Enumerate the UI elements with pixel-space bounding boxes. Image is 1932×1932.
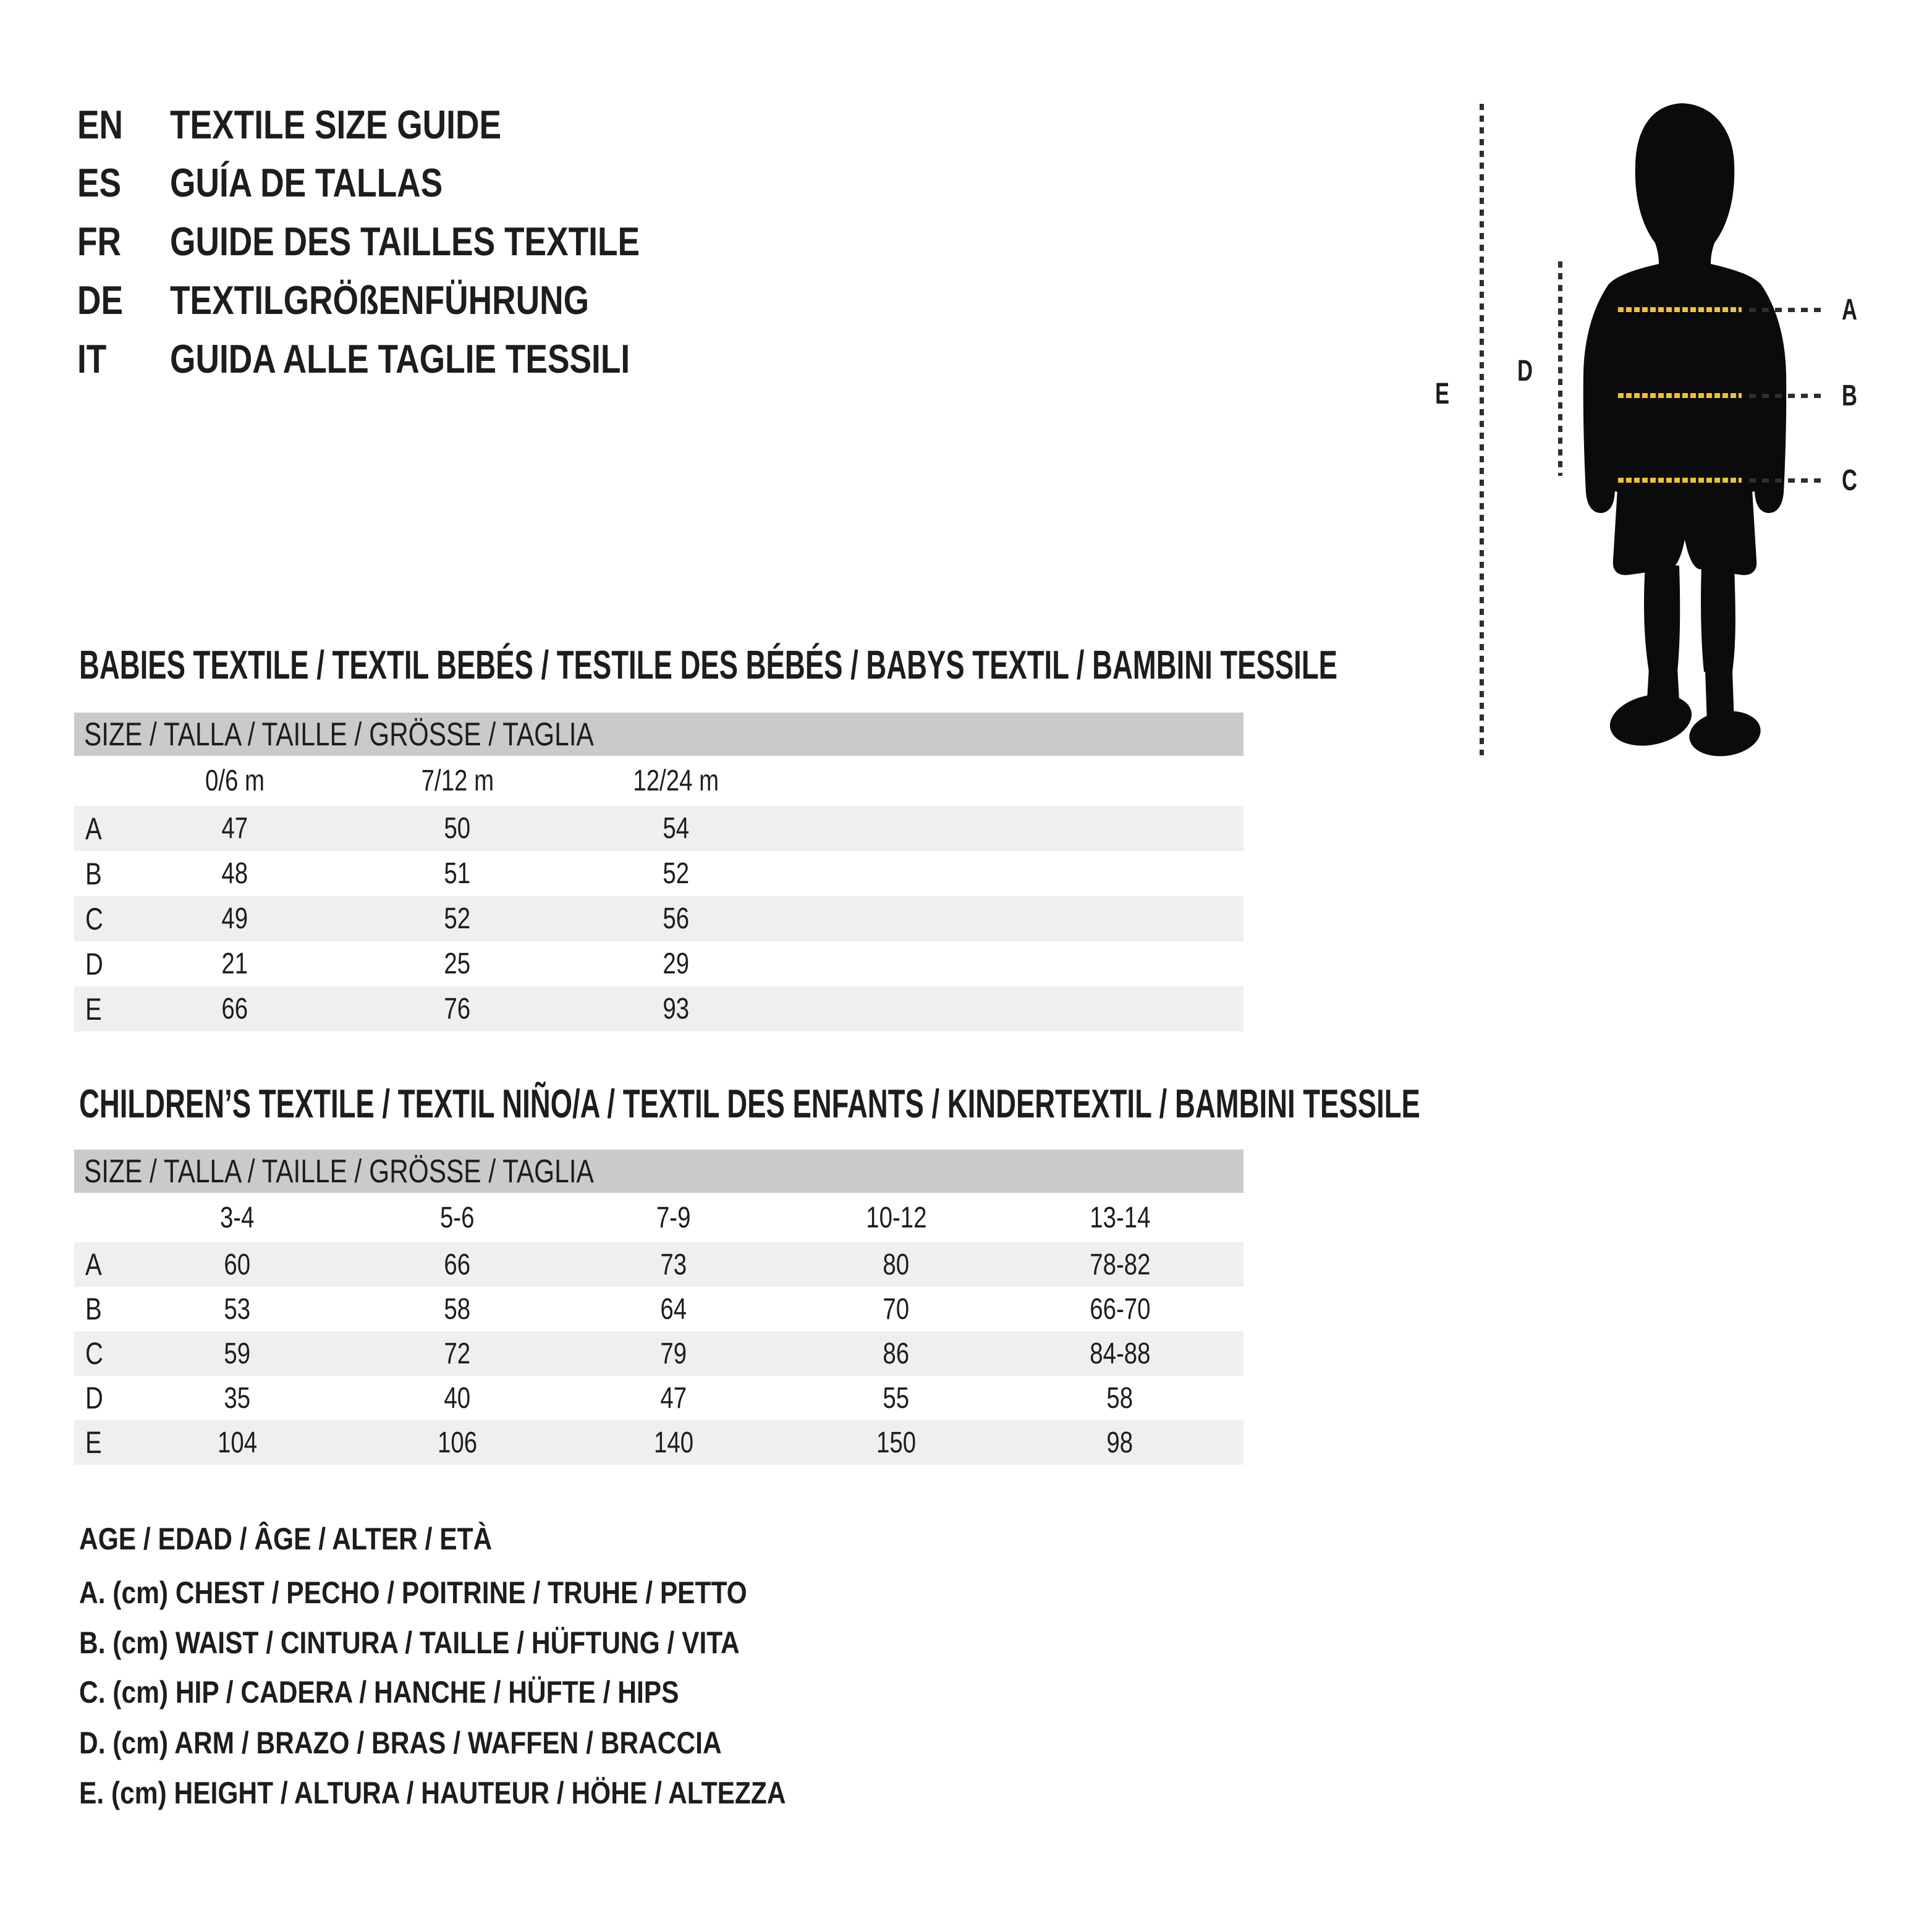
- guide-title: TEXTILE SIZE GUIDE: [170, 101, 502, 147]
- cell-value: 49: [221, 902, 248, 935]
- cell-value: 58: [1106, 1381, 1133, 1415]
- column-header-text: 7-9: [656, 1201, 691, 1234]
- cell-value: 52: [444, 902, 471, 935]
- table-cell: [606, 806, 747, 851]
- cell-value: 60: [224, 1248, 251, 1281]
- lang-code: ES: [77, 159, 122, 205]
- table-cell: [747, 1376, 1046, 1420]
- figure-label-arm: [1517, 349, 1539, 392]
- row-label: [74, 1287, 161, 1331]
- row-label: [74, 896, 161, 941]
- row-label-text: E: [85, 991, 102, 1027]
- legend-line-height: [79, 1768, 910, 1818]
- children-size-header-text: SIZE / TALLA / TAILLE / GRÖSSE / TAGLIA: [84, 1153, 594, 1190]
- children-section-title-text: CHILDREN’S TEXTILE / TEXTIL NIÑO/A / TEXTIL DES ENFANTS / KINDERTEXTIL / BAMBINI TESSILE: [79, 1080, 1420, 1126]
- table-cell: [606, 896, 747, 941]
- row-label: [74, 806, 161, 851]
- table-cell: [314, 1287, 601, 1331]
- cell-value: 70: [883, 1292, 910, 1326]
- table-cell: [747, 1242, 1046, 1287]
- table-cell: [161, 896, 309, 941]
- table-cell: [747, 1287, 1046, 1331]
- cell-value: 51: [444, 857, 471, 890]
- legend-text: E. (cm) HEIGHT / ALTURA / HAUTEUR / HÖHE / ALTEZZA: [79, 1776, 786, 1810]
- cell-value: 48: [221, 857, 248, 890]
- cell-value: 52: [663, 857, 690, 890]
- cell-value: 25: [444, 947, 471, 980]
- table-cell: [606, 851, 747, 896]
- table-row: [74, 1287, 1244, 1331]
- table-cell: [747, 1420, 1046, 1465]
- table-cell: [309, 806, 606, 851]
- cell-value: 93: [663, 993, 690, 1025]
- table-row: [74, 1331, 1244, 1376]
- arm-dotted-line-D: [1558, 261, 1562, 476]
- row-label-text: B: [85, 856, 102, 891]
- cell-value: 84-88: [1089, 1337, 1151, 1370]
- cell-value: 140: [653, 1426, 694, 1459]
- lang-code: EN: [77, 101, 124, 147]
- chest-leader-line-A: [1749, 308, 1822, 312]
- children-table: [74, 1193, 1244, 1465]
- table-row: [74, 896, 1244, 941]
- legend-line-age: [79, 1514, 565, 1564]
- legend-line-hip: [79, 1667, 785, 1718]
- figure-label-text: A: [1842, 293, 1857, 326]
- table-cell: [314, 1331, 601, 1376]
- table-cell: [1046, 1242, 1194, 1287]
- row-label: [74, 851, 161, 896]
- cell-value: 73: [660, 1248, 687, 1281]
- row-label-text: A: [85, 1247, 102, 1282]
- column-header: [747, 1193, 1046, 1242]
- silhouette-right-shoe: [1687, 706, 1764, 757]
- row-label-text: A: [85, 811, 102, 846]
- table-cell: [314, 1376, 601, 1420]
- table-cell: [747, 756, 1244, 806]
- babies-size-header-bar: [74, 713, 1244, 756]
- silhouette-shorts: [1613, 479, 1757, 575]
- header-row-fr: [77, 211, 743, 271]
- babies-column-header-row: [74, 756, 1244, 806]
- hip-leader-line-C: [1749, 478, 1822, 483]
- row-label: [74, 1420, 161, 1465]
- cell-value: 66-70: [1089, 1292, 1151, 1326]
- cell-value: 55: [883, 1381, 910, 1415]
- cell-value: 104: [217, 1426, 258, 1459]
- table-cell: [161, 1420, 314, 1465]
- column-header-text: 0/6 m: [205, 765, 265, 797]
- column-header-text: 5-6: [440, 1201, 475, 1234]
- header-row-en: [77, 95, 574, 154]
- cell-value: 40: [444, 1381, 471, 1415]
- figure-label-text: B: [1842, 379, 1857, 412]
- cell-value: 66: [221, 993, 248, 1025]
- column-header: [309, 756, 606, 806]
- table-cell: [161, 806, 309, 851]
- table-cell: [309, 896, 606, 941]
- legend-line-chest: [79, 1567, 865, 1618]
- header-row-it: [77, 329, 731, 388]
- cell-value: 58: [444, 1292, 471, 1326]
- cell-value: 35: [224, 1381, 251, 1415]
- table-cell: [601, 1420, 747, 1465]
- table-cell: [161, 1287, 314, 1331]
- cell-value: 47: [221, 812, 248, 845]
- table-cell: [606, 941, 747, 986]
- row-label: [74, 941, 161, 986]
- cell-value: 98: [1106, 1426, 1133, 1459]
- legend-text: D. (cm) ARM / BRAZO / BRAS / WAFFEN / BRACCIA: [79, 1726, 722, 1760]
- cell-value: 150: [876, 1426, 917, 1459]
- row-label: [74, 1242, 161, 1287]
- column-header: [606, 756, 747, 806]
- table-row: [74, 941, 1244, 986]
- table-cell: [161, 1242, 314, 1287]
- row-label-text: D: [85, 1381, 103, 1415]
- table-row: [74, 1376, 1244, 1420]
- cell-value: 56: [663, 902, 690, 935]
- children-section-title: [79, 1075, 1932, 1131]
- row-label-text: B: [85, 1292, 102, 1326]
- cell-value: 47: [660, 1381, 687, 1415]
- table-cell: [161, 1376, 314, 1420]
- table-cell: [74, 756, 161, 806]
- waist-leader-line-B: [1749, 394, 1822, 398]
- column-header-text: 12/24 m: [633, 765, 719, 797]
- silhouette-left-shoe: [1605, 687, 1697, 753]
- cell-value: 78-82: [1089, 1248, 1151, 1281]
- table-cell: [314, 1420, 601, 1465]
- guide-title: GUÍA DE TALLAS: [170, 159, 443, 205]
- cell-value: 79: [660, 1337, 687, 1370]
- row-label-text: C: [85, 901, 103, 936]
- cell-value: 59: [224, 1337, 251, 1370]
- cell-value: 86: [883, 1337, 910, 1370]
- table-cell: [161, 851, 309, 896]
- table-row: [74, 1420, 1244, 1465]
- legend-text: A. (cm) CHEST / PECHO / POITRINE / TRUHE / PETTO: [79, 1575, 747, 1610]
- table-row: [74, 986, 1244, 1032]
- table-cell: [1194, 1287, 1244, 1331]
- figure-label-chest: [1842, 288, 1863, 331]
- table-cell: [161, 941, 309, 986]
- babies-table: [74, 756, 1244, 1032]
- babies-section-title: [79, 637, 1877, 692]
- table-cell: [161, 1331, 314, 1376]
- waist-yellow-line-B: [1618, 393, 1742, 398]
- table-cell: [747, 851, 1244, 896]
- table-cell: [747, 941, 1244, 986]
- row-label: [74, 1331, 161, 1376]
- table-cell: [747, 896, 1244, 941]
- cell-value: 76: [444, 993, 471, 1025]
- guide-title: GUIDA ALLE TAGLIE TESSILI: [170, 336, 630, 381]
- table-cell: [747, 1331, 1046, 1376]
- lang-code: FR: [77, 218, 122, 264]
- table-cell: [601, 1242, 747, 1287]
- table-cell: [1194, 1420, 1244, 1465]
- table-cell: [1046, 1420, 1194, 1465]
- table-cell: [601, 1331, 747, 1376]
- table-cell: [309, 941, 606, 986]
- row-label: [74, 1376, 161, 1420]
- babies-section-title-text: BABIES TEXTILE / TEXTIL BEBÉS / TESTILE DES BÉBÉS / BABYS TEXTIL / BAMBINI TESSILE: [79, 642, 1337, 687]
- cell-value: 50: [444, 812, 471, 845]
- cell-value: 106: [437, 1426, 478, 1459]
- table-cell: [747, 986, 1244, 1032]
- legend-text: AGE / EDAD / ÂGE / ALTER / ETÀ: [79, 1522, 493, 1556]
- figure-label-waist: [1842, 374, 1863, 417]
- table-cell: [1194, 1193, 1244, 1242]
- guide-title: GUIDE DES TAILLES TEXTILE: [170, 218, 640, 264]
- cell-value: 53: [224, 1292, 251, 1326]
- cell-value: 72: [444, 1337, 471, 1370]
- cell-value: 54: [663, 812, 690, 845]
- table-cell: [606, 986, 747, 1032]
- lang-code: DE: [77, 277, 124, 323]
- table-cell: [309, 851, 606, 896]
- table-cell: [1046, 1331, 1194, 1376]
- column-header-text: 3-4: [220, 1201, 255, 1234]
- column-header: [161, 1193, 314, 1242]
- header-row-es: [77, 153, 502, 212]
- legend-text: B. (cm) WAIST / CINTURA / TAILLE / HÜFTUNG / VITA: [79, 1625, 740, 1660]
- table-cell: [1046, 1287, 1194, 1331]
- cell-value: 66: [444, 1248, 471, 1281]
- figure-label-text: E: [1435, 377, 1450, 410]
- table-cell: [1194, 1331, 1244, 1376]
- table-row: [74, 851, 1244, 896]
- cell-value: 21: [221, 947, 248, 980]
- table-cell: [74, 1193, 161, 1242]
- guide-title: TEXTILGRÖßENFÜHRUNG: [170, 277, 590, 323]
- lang-code: IT: [77, 336, 107, 381]
- table-cell: [161, 986, 309, 1032]
- column-header: [314, 1193, 601, 1242]
- table-row: [74, 1242, 1244, 1287]
- cell-value: 29: [663, 947, 690, 980]
- figure-label-height: [1435, 372, 1455, 415]
- legend-line-arm: [79, 1718, 835, 1768]
- table-cell: [309, 986, 606, 1032]
- figure-label-text: D: [1517, 354, 1533, 388]
- figure-label-text: C: [1842, 464, 1857, 497]
- legend-line-waist: [79, 1617, 856, 1668]
- table-cell: [747, 806, 1244, 851]
- column-header-text: 7/12 m: [421, 765, 494, 797]
- column-header: [1046, 1193, 1194, 1242]
- header-row-de: [77, 270, 681, 329]
- table-cell: [601, 1287, 747, 1331]
- row-label: [74, 986, 161, 1032]
- column-header-text: 10-12: [865, 1201, 927, 1234]
- table-cell: [601, 1376, 747, 1420]
- column-header: [601, 1193, 747, 1242]
- column-header-text: 13-14: [1089, 1201, 1151, 1234]
- row-label-text: E: [85, 1425, 102, 1460]
- children-size-header-bar: [74, 1150, 1244, 1193]
- cell-value: 80: [883, 1248, 910, 1281]
- table-cell: [1046, 1376, 1194, 1420]
- figure-label-hip: [1842, 459, 1863, 502]
- table-cell: [1194, 1376, 1244, 1420]
- babies-size-header-text: SIZE / TALLA / TAILLE / GRÖSSE / TAGLIA: [84, 716, 594, 753]
- chest-yellow-line-A: [1618, 307, 1742, 312]
- legend-text: C. (cm) HIP / CADERA / HANCHE / HÜFTE / HIPS: [79, 1675, 679, 1710]
- cell-value: 64: [660, 1292, 687, 1326]
- row-label-text: D: [85, 946, 103, 981]
- hip-yellow-line-C: [1618, 478, 1742, 483]
- table-row: [74, 806, 1244, 851]
- children-column-header-row: [74, 1193, 1244, 1242]
- table-cell: [1194, 1242, 1244, 1287]
- column-header: [161, 756, 309, 806]
- row-label-text: C: [85, 1336, 103, 1371]
- table-cell: [314, 1242, 601, 1287]
